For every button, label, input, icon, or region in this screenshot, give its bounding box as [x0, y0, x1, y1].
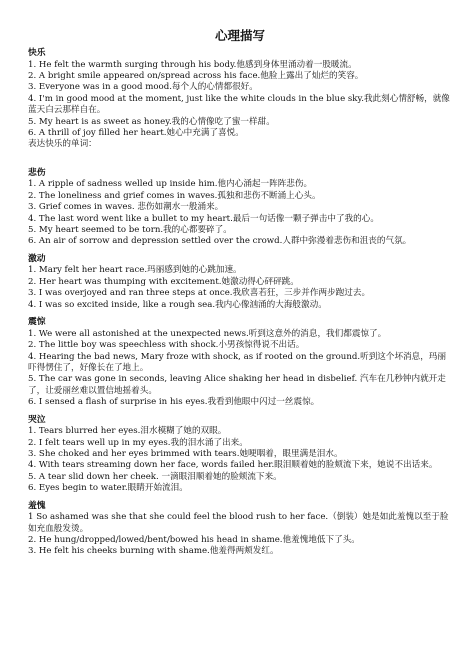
sentence-line: 1 So ashamed was she that she could feel the blood rush to her face.（倒装）她是如此羞愧以至于脸如充血般发烫。 — [28, 512, 449, 534]
sentence-line: 2. I felt tears well up in my eyes.我的泪水涌了出来。 — [28, 437, 248, 448]
sentence-line: 1. A ripple of sadness welled up inside him.他内心涌起一阵阵悲伤。 — [28, 179, 313, 190]
sentence-line: 2. The loneliness and grief comes in waves.孤独和悲伤不断涌上心头。 — [28, 190, 321, 201]
sentence-line: 2. The little boy was speechless with shock.小男孩惊得说不出话。 — [28, 340, 305, 351]
blank-space — [28, 151, 452, 162]
section-excited — [28, 254, 452, 311]
sentence-line: 3. He felt his cheeks burning with shame.他羞得两颊发红。 — [28, 546, 279, 557]
sentence-line: 2. Her heart was thumping with excitement.她激动得心砰砰跳。 — [28, 276, 299, 287]
section-heading: 哭泣 — [28, 414, 46, 425]
sentence-line: 4. With tears streaming down her face, words failed her.眼泪顺着她的脸颊流下来，她说不出话来。 — [28, 460, 438, 471]
sentence-line: 5. My heart seemed to be torn.我的心都要碎了。 — [28, 225, 232, 236]
sentence-line: 3. She choked and her eyes brimmed with tears.她哽咽着，眼里满是泪水。 — [28, 448, 343, 459]
sentence-line: 1. He felt the warmth surging through his body.他感到身体里涌动着一股暖流。 — [28, 59, 357, 70]
sentence-line: 2. He hung/dropped/lowed/bent/bowed his head in shame.他羞愧地低下了头。 — [28, 534, 360, 545]
section-happy — [28, 48, 452, 162]
sentence-line: 1. We were all astonished at the unexpected news.听到这意外的消息，我们都震惊了。 — [28, 328, 387, 339]
page-title: 心理描写 — [214, 28, 265, 43]
section-crying — [28, 415, 452, 495]
sentence-line: 1. Tears blurred her eyes.泪水模糊了她的双眼。 — [28, 426, 227, 437]
section-sad — [28, 168, 452, 248]
sentence-line: 3. Grief comes in waves. 悲伤如潮水一般涌来。 — [28, 202, 224, 213]
sentence-line: 2. A bright smile appeared on/spread across his face.他脸上露出了灿烂的笑容。 — [28, 71, 364, 81]
sentence-line: 5. A tear slid down her cheek. 一滴眼泪顺着她的脸颊流下来。 — [28, 471, 282, 482]
sentence-line: 4. Hearing the bad news, Mary froze with shock, as if rooted on the ground.听到这个坏消息，玛丽吓得愣住了，好像长在了地上。 — [28, 351, 447, 373]
sentence-line: 6. An air of sorrow and depression settled over the crowd.人群中弥漫着悲伤和沮丧的气氛。 — [28, 236, 412, 247]
section-heading: 快乐 — [28, 48, 46, 58]
section-heading: 震惊 — [28, 317, 46, 328]
section-heading: 悲伤 — [28, 167, 46, 178]
sentence-line: 4. I'm in good mood at the moment, just like the white clouds in the blue sky.我此刻心情舒畅，就像蓝天白云那样自在。 — [28, 93, 450, 116]
sentence-line: 4. The last word went like a bullet to my heart.最后一句话像一颗子弹击中了我的心。 — [28, 213, 379, 224]
sentence-line: 6. I sensed a flash of surprise in his eyes.我看到他眼中闪过一丝震惊。 — [28, 397, 320, 408]
section-shocked — [28, 317, 452, 408]
sentence-line: 4. I was so excited inside, like a rough sea.我内心像汹涌的大海般激动。 — [28, 299, 327, 310]
sentence-line: 3. I was overjoyed and ran three steps at once.我欣喜若狂，三步并作两步跑过去。 — [28, 288, 371, 299]
sentence-line: 6. Eyes begin to water.眼睛开始流泪。 — [28, 483, 188, 494]
section-heading: 激动 — [28, 253, 46, 264]
sentence-line: 3. Everyone was in a good mood.每个人的心情都很好。 — [28, 82, 258, 93]
sentence-line: 1. Mary felt her heart race.玛丽感到她的心跳加速。 — [28, 265, 242, 276]
sentence-line: 5. My heart is as sweet as honey.我的心情像吃了蜜一样甜。 — [28, 116, 275, 127]
section-ashamed — [28, 501, 452, 558]
sentence-line: 6. A thrill of joy filled her heart.她心中充满了喜悦。 — [28, 128, 244, 139]
section-heading: 羞愧 — [28, 500, 46, 511]
sentence-line: 5. The car was gone in seconds, leaving Alice shaking her head in disbelief. 汽车在几秒钟内就开走了，让爱丽丝难以置信地摇着头。 — [28, 374, 446, 396]
sentence-line: 表达快乐的单词： — [28, 139, 97, 150]
